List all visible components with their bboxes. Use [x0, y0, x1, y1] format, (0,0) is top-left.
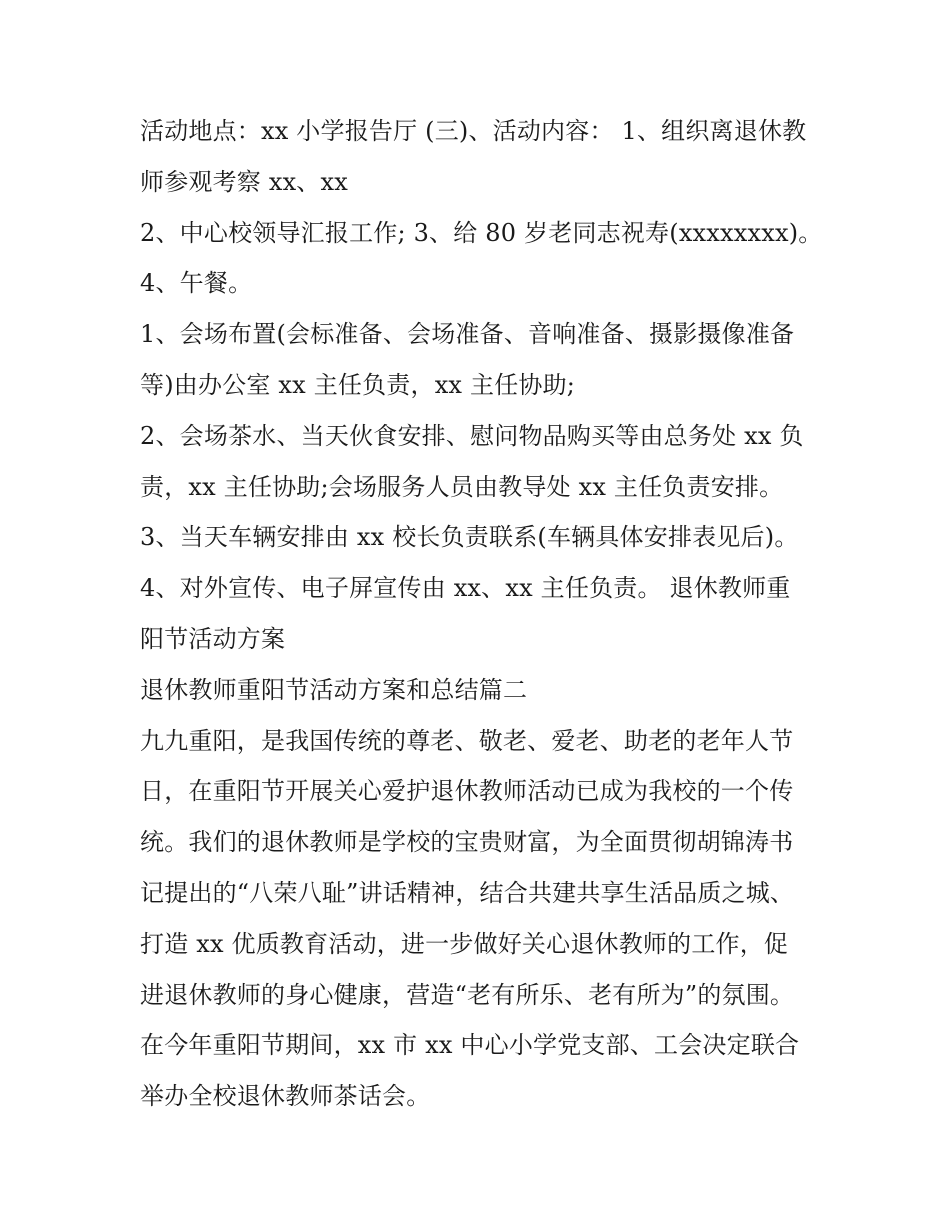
text-line: 2、中心校领导汇报工作; 3、给 80 岁老同志祝寿(xxxxxxxx)。 — [140, 218, 823, 247]
text-line: 2、会场茶水、当天伙食安排、慰问物品购买等由总务处 xx 负 — [140, 421, 804, 450]
text-line: 日，在重阳节开展关心爱护退休教师活动已成为我校的一个传 — [140, 777, 794, 806]
text-line: 责，xx 主任协助;会场服务人员由教导处 xx 主任负责安排。 — [140, 472, 784, 501]
text-line: 记提出的“八荣八耻”讲话精神，结合共建共享生活品质之城、 — [140, 878, 795, 907]
text-line: 3、当天车辆安排由 xx 校长负责联系(车辆具体安排表见后)。 — [140, 523, 799, 552]
text-line: 4、对外宣传、电子屏宣传由 xx、xx 主任负责。 退休教师重 — [140, 574, 791, 603]
text-line: 统。我们的退休教师是学校的宝贵财富，为全面贯彻胡锦涛书 — [140, 828, 794, 857]
text-line: 4、午餐。 — [140, 269, 253, 298]
text-line: 活动地点：xx 小学报告厅 (三)、活动内容： 1、组织离退休教 — [140, 117, 807, 145]
section-heading: 退休教师重阳节活动方案和总结篇二 — [140, 675, 528, 704]
text-line: 打造 xx 优质教育活动，进一步做好关心退休教师的工作，促 — [140, 929, 789, 958]
text-line: 九九重阳，是我国传统的尊老、敬老、爱老、助老的老年人节 — [140, 726, 794, 755]
document-body — [140, 106, 823, 1122]
text-line: 1、会场布置(会标准备、会场准备、音响准备、摄影摄像准备 — [140, 320, 795, 349]
text-line: 阳节活动方案 — [140, 624, 286, 653]
text-line: 进退休教师的身心健康，营造“老有所乐、老有所为”的氛围。 — [140, 980, 795, 1009]
text-line: 举办全校退休教师茶话会。 — [140, 1082, 431, 1111]
text-line: 师参观考察 xx、xx — [140, 167, 348, 196]
text-line: 在今年重阳节期间，xx 市 xx 中心小学党支部、工会决定联合 — [140, 1031, 800, 1060]
text-line: 等)由办公室 xx 主任负责，xx 主任协助; — [140, 370, 576, 399]
